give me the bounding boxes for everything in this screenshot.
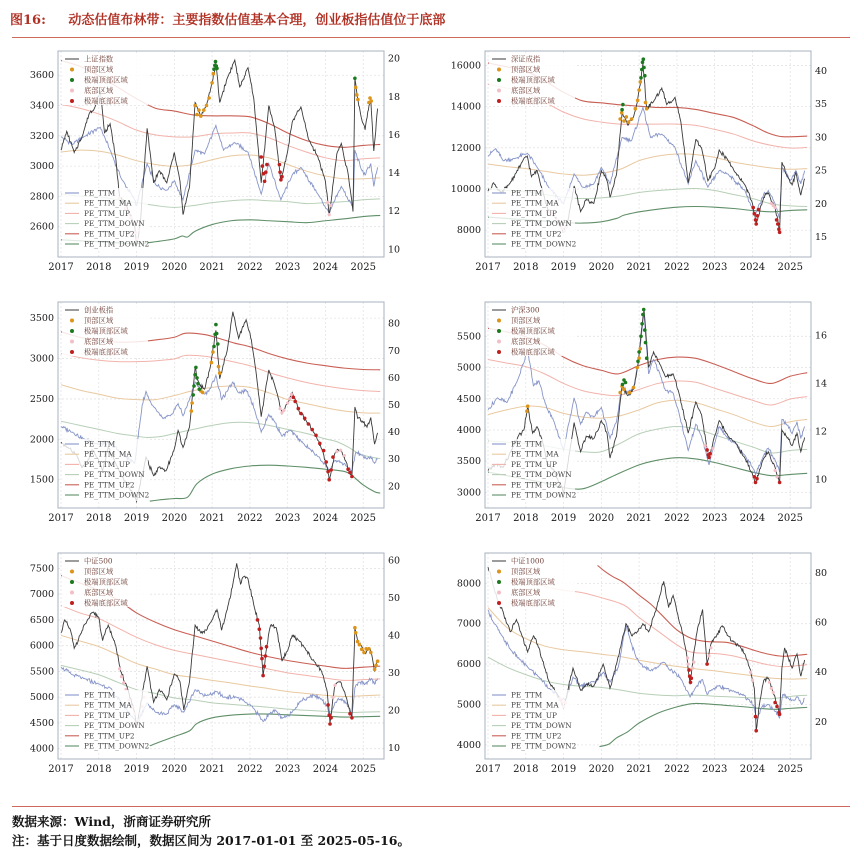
svg-text:12: 12 bbox=[815, 426, 828, 438]
chart-csi500 bbox=[17, 548, 420, 786]
svg-text:PE_TTM_DOWN2: PE_TTM_DOWN2 bbox=[511, 490, 577, 500]
svg-text:极端顶部区域: 极端顶部区域 bbox=[511, 75, 555, 85]
svg-text:极端底部区域: 极端底部区域 bbox=[84, 347, 128, 357]
svg-text:5000: 5000 bbox=[29, 692, 54, 704]
svg-text:2017: 2017 bbox=[475, 764, 501, 775]
svg-text:2017: 2017 bbox=[48, 764, 74, 775]
svg-text:中证500: 中证500 bbox=[84, 556, 113, 566]
svg-text:12000: 12000 bbox=[450, 142, 481, 154]
svg-text:2022: 2022 bbox=[237, 262, 263, 273]
svg-text:4500: 4500 bbox=[456, 393, 481, 405]
svg-text:4000: 4000 bbox=[29, 743, 54, 755]
svg-text:极端底部区域: 极端底部区域 bbox=[511, 598, 555, 608]
svg-text:PE_TTM_MA: PE_TTM_MA bbox=[511, 449, 559, 459]
svg-text:2020: 2020 bbox=[588, 262, 615, 273]
svg-text:14: 14 bbox=[815, 378, 828, 390]
svg-text:20: 20 bbox=[388, 705, 401, 717]
svg-text:60: 60 bbox=[388, 372, 401, 384]
title-rule bbox=[12, 37, 850, 38]
svg-text:极端底部区域: 极端底部区域 bbox=[511, 347, 555, 357]
chart-svg bbox=[444, 297, 847, 535]
svg-text:底部区域: 底部区域 bbox=[511, 588, 541, 597]
chart-svg bbox=[17, 46, 420, 284]
svg-text:5000: 5000 bbox=[456, 362, 481, 374]
svg-text:PE_TTM_DOWN: PE_TTM_DOWN bbox=[84, 470, 145, 480]
svg-text:2021: 2021 bbox=[626, 764, 652, 775]
svg-text:15: 15 bbox=[815, 232, 828, 244]
svg-text:极端底部区域: 极端底部区域 bbox=[84, 598, 128, 608]
chart-szse-component bbox=[444, 46, 847, 284]
svg-text:6500: 6500 bbox=[29, 614, 54, 626]
svg-text:2019: 2019 bbox=[550, 513, 577, 524]
svg-text:2017: 2017 bbox=[48, 262, 74, 273]
svg-text:20: 20 bbox=[388, 481, 401, 493]
svg-text:底部区域: 底部区域 bbox=[84, 86, 114, 95]
svg-text:顶部区域: 顶部区域 bbox=[511, 316, 541, 325]
svg-text:PE_TTM_DOWN2: PE_TTM_DOWN2 bbox=[84, 490, 150, 500]
svg-text:PE_TTM_DOWN2: PE_TTM_DOWN2 bbox=[84, 741, 150, 751]
svg-text:PE_TTM_UP: PE_TTM_UP bbox=[84, 208, 130, 218]
svg-text:2018: 2018 bbox=[513, 262, 539, 273]
svg-text:60: 60 bbox=[388, 555, 401, 567]
svg-text:顶部区域: 顶部区域 bbox=[84, 316, 114, 325]
svg-text:3000: 3000 bbox=[29, 353, 54, 365]
svg-text:30: 30 bbox=[388, 454, 401, 466]
svg-text:PE_TTM: PE_TTM bbox=[84, 188, 116, 198]
svg-text:40: 40 bbox=[388, 630, 401, 642]
svg-text:2022: 2022 bbox=[664, 262, 690, 273]
svg-text:2020: 2020 bbox=[161, 764, 188, 775]
svg-text:10000: 10000 bbox=[450, 184, 481, 196]
svg-text:2022: 2022 bbox=[237, 764, 263, 775]
svg-text:2020: 2020 bbox=[161, 513, 188, 524]
svg-text:极端底部区域: 极端底部区域 bbox=[84, 96, 128, 106]
svg-text:PE_TTM: PE_TTM bbox=[511, 690, 543, 700]
svg-text:16: 16 bbox=[815, 330, 828, 342]
svg-text:25: 25 bbox=[815, 165, 828, 177]
svg-text:20: 20 bbox=[815, 716, 828, 728]
svg-text:20: 20 bbox=[388, 53, 401, 65]
svg-text:30: 30 bbox=[388, 667, 401, 679]
svg-text:2019: 2019 bbox=[123, 764, 150, 775]
svg-text:PE_TTM_UP: PE_TTM_UP bbox=[84, 459, 130, 469]
svg-text:PE_TTM_UP2: PE_TTM_UP2 bbox=[84, 480, 135, 490]
svg-text:2025: 2025 bbox=[777, 262, 803, 273]
chart-csi300 bbox=[444, 297, 847, 535]
svg-text:极端顶部区域: 极端顶部区域 bbox=[84, 577, 128, 587]
svg-text:2021: 2021 bbox=[626, 513, 652, 524]
svg-text:8000: 8000 bbox=[456, 578, 481, 590]
chart-svg bbox=[444, 46, 847, 284]
svg-text:3600: 3600 bbox=[29, 70, 54, 82]
svg-text:2500: 2500 bbox=[29, 393, 54, 405]
svg-text:80: 80 bbox=[388, 318, 401, 330]
svg-text:中证1000: 中证1000 bbox=[511, 556, 545, 566]
svg-text:PE_TTM: PE_TTM bbox=[511, 188, 543, 198]
svg-text:50: 50 bbox=[388, 400, 401, 411]
svg-text:PE_TTM_MA: PE_TTM_MA bbox=[84, 449, 132, 459]
svg-text:2023: 2023 bbox=[701, 513, 728, 524]
svg-text:PE_TTM: PE_TTM bbox=[84, 690, 116, 700]
svg-text:2023: 2023 bbox=[701, 764, 728, 775]
svg-text:PE_TTM_UP2: PE_TTM_UP2 bbox=[511, 480, 562, 490]
svg-text:顶部区域: 顶部区域 bbox=[511, 567, 541, 576]
svg-text:PE_TTM: PE_TTM bbox=[84, 439, 116, 449]
svg-text:2023: 2023 bbox=[274, 262, 301, 273]
svg-text:2018: 2018 bbox=[86, 262, 112, 273]
svg-text:PE_TTM_DOWN: PE_TTM_DOWN bbox=[84, 721, 145, 731]
svg-text:PE_TTM_UP: PE_TTM_UP bbox=[511, 459, 557, 469]
svg-text:底部区域: 底部区域 bbox=[511, 337, 541, 346]
svg-text:PE_TTM_UP: PE_TTM_UP bbox=[511, 710, 557, 720]
footer-source: 数据来源：Wind，浙商证券研究所 bbox=[12, 814, 211, 829]
svg-text:40: 40 bbox=[388, 427, 401, 439]
svg-text:2018: 2018 bbox=[86, 764, 112, 775]
svg-text:极端顶部区域: 极端顶部区域 bbox=[84, 75, 128, 85]
svg-text:5000: 5000 bbox=[456, 699, 481, 711]
figure-header bbox=[10, 9, 854, 28]
svg-text:3500: 3500 bbox=[29, 313, 54, 325]
chart-csi1000 bbox=[444, 548, 847, 786]
svg-text:2023: 2023 bbox=[274, 764, 301, 775]
svg-text:PE_TTM_DOWN2: PE_TTM_DOWN2 bbox=[511, 239, 577, 249]
svg-text:7000: 7000 bbox=[29, 589, 54, 601]
svg-text:4000: 4000 bbox=[456, 739, 481, 751]
svg-text:极端底部区域: 极端底部区域 bbox=[511, 96, 555, 106]
svg-text:7500: 7500 bbox=[29, 563, 54, 575]
svg-text:18: 18 bbox=[388, 91, 401, 103]
chart-svg bbox=[17, 548, 420, 786]
svg-text:PE_TTM: PE_TTM bbox=[511, 439, 543, 449]
svg-text:16: 16 bbox=[388, 129, 401, 141]
svg-text:2020: 2020 bbox=[588, 764, 615, 775]
svg-text:2020: 2020 bbox=[161, 262, 188, 273]
svg-text:2018: 2018 bbox=[513, 764, 539, 775]
svg-text:2024: 2024 bbox=[739, 764, 766, 775]
svg-text:80: 80 bbox=[815, 567, 828, 579]
svg-text:PE_TTM_DOWN2: PE_TTM_DOWN2 bbox=[511, 741, 577, 751]
svg-text:2019: 2019 bbox=[550, 262, 577, 273]
svg-text:10: 10 bbox=[815, 474, 828, 486]
svg-text:PE_TTM_UP2: PE_TTM_UP2 bbox=[511, 731, 562, 741]
svg-text:2017: 2017 bbox=[475, 513, 501, 524]
chart-svg bbox=[17, 297, 420, 535]
svg-text:2600: 2600 bbox=[29, 221, 54, 233]
svg-text:3000: 3000 bbox=[29, 161, 54, 173]
svg-text:16000: 16000 bbox=[450, 60, 481, 72]
svg-text:PE_TTM_UP: PE_TTM_UP bbox=[84, 710, 130, 720]
svg-text:6000: 6000 bbox=[456, 659, 481, 671]
svg-text:7000: 7000 bbox=[456, 618, 481, 630]
figure-title: 动态估值布林带：主要指数估值基本合理，创业板指估值位于底部 bbox=[68, 13, 446, 28]
svg-text:50: 50 bbox=[388, 592, 401, 604]
svg-text:5500: 5500 bbox=[29, 666, 54, 678]
svg-text:2021: 2021 bbox=[199, 764, 225, 775]
svg-text:PE_TTM_DOWN: PE_TTM_DOWN bbox=[511, 470, 572, 480]
svg-text:14000: 14000 bbox=[450, 101, 481, 113]
charts-grid bbox=[17, 46, 847, 786]
svg-text:3000: 3000 bbox=[456, 487, 481, 499]
svg-text:2025: 2025 bbox=[350, 262, 376, 273]
svg-text:4000: 4000 bbox=[456, 424, 481, 436]
svg-text:2000: 2000 bbox=[29, 434, 54, 446]
svg-text:PE_TTM_MA: PE_TTM_MA bbox=[511, 198, 559, 208]
svg-text:20: 20 bbox=[815, 198, 828, 210]
svg-text:2019: 2019 bbox=[123, 262, 150, 273]
svg-text:PE_TTM_MA: PE_TTM_MA bbox=[511, 700, 559, 710]
svg-text:PE_TTM_UP2: PE_TTM_UP2 bbox=[84, 229, 135, 239]
svg-text:2024: 2024 bbox=[739, 513, 766, 524]
svg-text:5500: 5500 bbox=[456, 331, 481, 343]
svg-text:2025: 2025 bbox=[350, 513, 376, 524]
chart-sse bbox=[17, 46, 420, 284]
svg-text:2017: 2017 bbox=[475, 262, 501, 273]
svg-text:2021: 2021 bbox=[199, 513, 225, 524]
svg-text:70: 70 bbox=[388, 345, 401, 357]
svg-text:2022: 2022 bbox=[237, 513, 263, 524]
chart-chinext bbox=[17, 297, 420, 535]
svg-text:极端顶部区域: 极端顶部区域 bbox=[511, 326, 555, 336]
svg-text:2020: 2020 bbox=[588, 513, 615, 524]
svg-text:PE_TTM_DOWN2: PE_TTM_DOWN2 bbox=[84, 239, 150, 249]
svg-text:底部区域: 底部区域 bbox=[84, 337, 114, 346]
svg-text:PE_TTM_UP2: PE_TTM_UP2 bbox=[84, 731, 135, 741]
svg-text:PE_TTM_UP2: PE_TTM_UP2 bbox=[511, 229, 562, 239]
svg-text:2024: 2024 bbox=[312, 764, 339, 775]
svg-text:极端顶部区域: 极端顶部区域 bbox=[511, 577, 555, 587]
svg-text:2025: 2025 bbox=[350, 764, 376, 775]
svg-text:2019: 2019 bbox=[123, 513, 150, 524]
svg-text:2019: 2019 bbox=[550, 764, 577, 775]
svg-text:8000: 8000 bbox=[456, 225, 481, 237]
svg-text:PE_TTM_DOWN: PE_TTM_DOWN bbox=[511, 721, 572, 731]
svg-text:2023: 2023 bbox=[701, 262, 728, 273]
svg-text:2024: 2024 bbox=[312, 513, 339, 524]
svg-text:10: 10 bbox=[388, 742, 401, 754]
svg-text:4500: 4500 bbox=[29, 717, 54, 729]
svg-text:极端顶部区域: 极端顶部区域 bbox=[84, 326, 128, 336]
svg-text:30: 30 bbox=[815, 132, 828, 144]
svg-text:沪深300: 沪深300 bbox=[511, 305, 540, 315]
chart-svg bbox=[444, 548, 847, 786]
svg-text:35: 35 bbox=[815, 99, 828, 111]
svg-text:顶部区域: 顶部区域 bbox=[511, 65, 541, 74]
svg-text:2023: 2023 bbox=[274, 513, 301, 524]
svg-text:14: 14 bbox=[388, 168, 401, 180]
svg-text:12: 12 bbox=[388, 206, 401, 218]
footer-rule bbox=[12, 806, 850, 807]
svg-text:3200: 3200 bbox=[29, 130, 54, 142]
svg-text:40: 40 bbox=[815, 65, 828, 77]
svg-text:创业板指: 创业板指 bbox=[84, 305, 114, 315]
svg-text:10: 10 bbox=[388, 244, 401, 256]
svg-text:60: 60 bbox=[815, 617, 828, 629]
svg-text:2025: 2025 bbox=[777, 513, 803, 524]
svg-text:2018: 2018 bbox=[513, 513, 539, 524]
svg-text:3500: 3500 bbox=[456, 456, 481, 468]
svg-text:2024: 2024 bbox=[739, 262, 766, 273]
svg-text:6000: 6000 bbox=[29, 640, 54, 652]
svg-text:顶部区域: 顶部区域 bbox=[84, 567, 114, 576]
svg-text:2021: 2021 bbox=[626, 262, 652, 273]
svg-text:2025: 2025 bbox=[777, 764, 803, 775]
svg-text:底部区域: 底部区域 bbox=[84, 588, 114, 597]
svg-text:1500: 1500 bbox=[29, 474, 54, 486]
svg-text:2022: 2022 bbox=[664, 513, 690, 524]
svg-text:顶部区域: 顶部区域 bbox=[84, 65, 114, 74]
svg-text:3400: 3400 bbox=[29, 100, 54, 112]
svg-text:PE_TTM_UP: PE_TTM_UP bbox=[511, 208, 557, 218]
svg-text:PE_TTM_DOWN: PE_TTM_DOWN bbox=[84, 219, 145, 229]
svg-text:2017: 2017 bbox=[48, 513, 74, 524]
svg-text:PE_TTM_MA: PE_TTM_MA bbox=[84, 198, 132, 208]
svg-text:2800: 2800 bbox=[29, 191, 54, 203]
svg-text:上证指数: 上证指数 bbox=[84, 54, 114, 64]
svg-text:2024: 2024 bbox=[312, 262, 339, 273]
svg-text:2021: 2021 bbox=[199, 262, 225, 273]
svg-text:2022: 2022 bbox=[664, 764, 690, 775]
svg-text:40: 40 bbox=[815, 667, 828, 679]
svg-text:PE_TTM_MA: PE_TTM_MA bbox=[84, 700, 132, 710]
figure-label: 图16: bbox=[10, 13, 46, 28]
footer-note: 注：基于日度数据绘制，数据区间为 2017-01-01 至 2025-05-16。 bbox=[12, 833, 410, 848]
svg-text:底部区域: 底部区域 bbox=[511, 86, 541, 95]
svg-text:PE_TTM_DOWN: PE_TTM_DOWN bbox=[511, 219, 572, 229]
svg-text:深证成指: 深证成指 bbox=[511, 54, 541, 64]
svg-text:2018: 2018 bbox=[86, 513, 112, 524]
